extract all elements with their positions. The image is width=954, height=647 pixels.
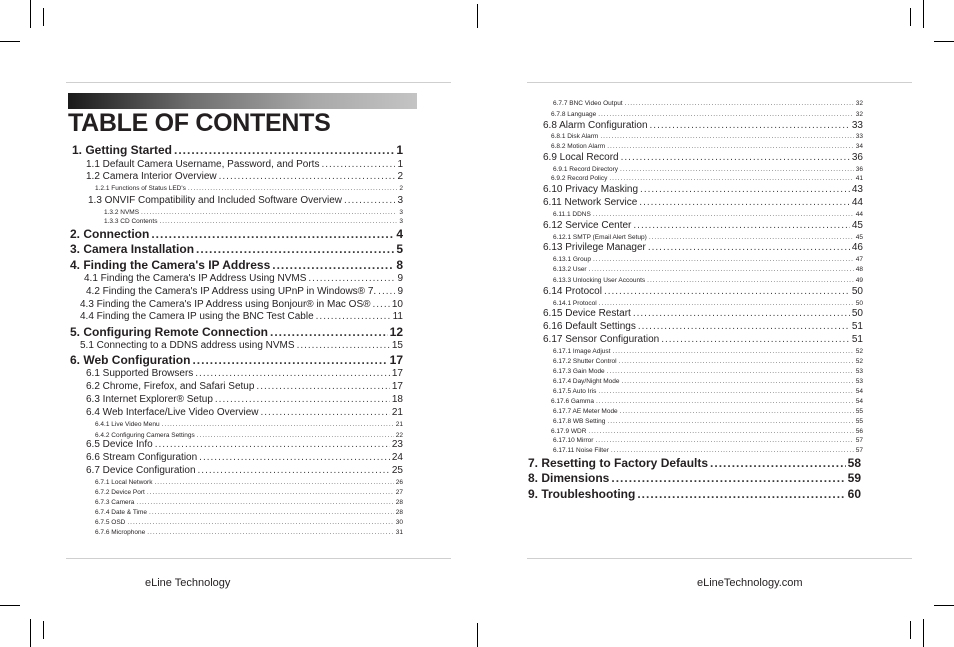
toc-entry[interactable] [551, 428, 863, 436]
toc-entry-title: 6.7.2 Device Port [95, 489, 145, 496]
toc-entry-page: 25 [391, 465, 403, 476]
toc-entry[interactable] [543, 308, 863, 320]
toc-entry-title: 6.4.1 Live Video Menu [95, 421, 160, 428]
toc-entry-page: 26 [395, 479, 403, 486]
dot-leader [272, 258, 394, 273]
page-footer: eLineTechnology.com [697, 577, 803, 589]
dot-leader [607, 418, 853, 426]
dot-leader [198, 465, 390, 477]
toc-entry[interactable] [528, 456, 861, 471]
toc-entry-title: 6.6 Stream Configuration [86, 452, 198, 463]
toc-entry-page: 33 [855, 133, 863, 140]
toc-entry-title: 6.17.5 Auto Iris [553, 388, 597, 395]
toc-entry[interactable] [553, 348, 863, 356]
toc-entry-page: 51 [851, 321, 863, 332]
toc-entry-page: 1 [397, 159, 403, 170]
toc-entry[interactable] [86, 286, 403, 298]
toc-entry-title: 3. Camera Installation [70, 242, 195, 256]
toc-entry-title: 6.13 Privilege Manager [543, 242, 646, 253]
toc-entry-title: 6.7.8 Language [551, 111, 597, 118]
toc-entry-page: 3 [397, 195, 403, 206]
toc-entry[interactable] [86, 368, 403, 380]
dot-leader [588, 428, 853, 436]
toc-entry-title: 6.7.1 Local Network [95, 479, 153, 486]
toc-entry-title: 1.3.3 CD Contents [104, 218, 158, 225]
toc-entry-page: 46 [851, 242, 863, 253]
toc-entry-page: 24 [391, 452, 403, 463]
toc-entry-title: 6.17.11 Noise Filter [553, 447, 609, 454]
toc-entry[interactable] [95, 519, 403, 527]
toc-entry[interactable] [553, 234, 863, 242]
dot-leader [633, 308, 850, 320]
toc-entry-page: 54 [855, 388, 863, 395]
header-rule [66, 82, 451, 83]
toc-entry-title: 6.7.7 BNC Video Output [553, 100, 623, 107]
dot-leader [308, 273, 395, 285]
dot-leader [609, 175, 853, 183]
header-rule [527, 82, 912, 83]
toc-entry[interactable] [553, 358, 863, 366]
toc-entry-page: 3 [399, 218, 403, 225]
toc-entry-page: 9 [397, 286, 403, 297]
toc-entry-page: 36 [851, 152, 863, 163]
toc-entry-title: 6.12 Service Center [543, 220, 632, 231]
toc-entry[interactable] [543, 242, 863, 254]
toc-entry-page: 22 [395, 432, 403, 439]
toc-entry[interactable] [86, 407, 403, 419]
toc-entry-title: 7. Resetting to Factory Defaults [528, 456, 709, 470]
toc-entry-page: 50 [851, 308, 863, 319]
dot-leader [611, 471, 845, 486]
dot-leader [637, 487, 845, 502]
toc-entry[interactable] [551, 143, 863, 151]
dot-leader [710, 456, 846, 471]
dot-leader [625, 100, 854, 108]
toc-entry-title: 6.7 Device Configuration [86, 465, 196, 476]
toc-entry-title: 6.14.1 Protocol [553, 300, 597, 307]
dot-leader [316, 311, 391, 323]
toc-entry-page: 54 [855, 398, 863, 405]
dot-leader [638, 321, 850, 333]
toc-entry-page: 51 [851, 334, 863, 345]
dot-leader [151, 227, 394, 242]
dot-leader [619, 358, 854, 366]
toc-entry-title: 6.17.3 Gain Mode [553, 368, 605, 375]
toc-entry-title: 6.13.1 Group [553, 256, 591, 263]
toc-entry[interactable] [528, 487, 861, 502]
toc-entry[interactable] [543, 184, 863, 196]
dot-leader [639, 197, 850, 209]
dot-leader [647, 277, 854, 285]
toc-entry[interactable] [553, 378, 863, 386]
toc-entry[interactable] [543, 120, 863, 132]
toc-entry-page: 27 [395, 489, 403, 496]
dot-leader [195, 368, 390, 380]
toc-entry-page: 3 [399, 209, 403, 216]
toc-entry-page: 50 [855, 300, 863, 307]
toc-entry-page: 52 [855, 348, 863, 355]
dot-leader [589, 266, 854, 274]
toc-entry-title: 6.3 Internet Explorer® Setup [86, 394, 213, 405]
toc-entry[interactable] [86, 394, 403, 406]
dot-leader [598, 111, 854, 119]
toc-entry-page: 48 [855, 266, 863, 273]
toc-entry[interactable] [543, 197, 863, 209]
toc-entry[interactable] [528, 471, 861, 486]
toc-entry-page: 34 [855, 143, 863, 150]
dot-leader [215, 394, 390, 406]
toc-entry-title: 1.2 Camera Interior Overview [86, 171, 217, 182]
dot-leader [593, 211, 854, 219]
dot-leader [196, 242, 394, 257]
toc-entry-page: 21 [395, 421, 403, 428]
toc-entry[interactable] [543, 334, 863, 346]
toc-entry[interactable] [553, 437, 863, 445]
toc-entry[interactable] [86, 452, 403, 464]
toc-entry[interactable] [553, 388, 863, 396]
toc-entry-title: 6.17.1 Image Adjust [553, 348, 611, 355]
toc-entry[interactable] [543, 321, 863, 333]
dot-leader [149, 509, 394, 517]
dot-leader [344, 195, 395, 207]
toc-entry[interactable] [553, 408, 863, 416]
dot-leader [155, 439, 390, 451]
dot-leader [162, 421, 394, 429]
dot-leader [219, 171, 396, 183]
toc-entry[interactable] [553, 368, 863, 376]
toc-entry[interactable] [553, 256, 863, 264]
toc-entry[interactable] [86, 381, 403, 393]
toc-entry[interactable] [80, 311, 403, 323]
toc-entry-page: 58 [847, 456, 861, 470]
toc-entry-page: 55 [855, 418, 863, 425]
toc-entry-title: 6.9.1 Record Directory [553, 166, 619, 173]
toc-entry-page: 21 [391, 407, 403, 418]
toc-entry-title: 6.12.1 SMTP (Email Alert Setup) [553, 234, 647, 241]
dot-leader [136, 499, 393, 507]
dot-leader [297, 340, 390, 352]
toc-entry[interactable] [88, 195, 403, 207]
toc-entry-title: 6.17.2 Shutter Control [553, 358, 617, 365]
dot-leader [174, 143, 394, 158]
toc-entry-title: 5. Configuring Remote Connection [70, 325, 268, 339]
toc-entry[interactable] [80, 299, 403, 311]
dot-leader [607, 143, 854, 151]
toc-entry-page: 45 [851, 220, 863, 231]
toc-entry-page: 52 [855, 358, 863, 365]
dot-leader [620, 166, 854, 174]
toc-entry-page: 5 [396, 242, 403, 256]
toc-entry-title: 6.17.10 Mirror [553, 437, 594, 444]
toc-entry[interactable] [70, 353, 403, 368]
toc-entry-title: 6.9 Local Record [543, 152, 619, 163]
toc-entry-page: 15 [391, 340, 403, 351]
toc-entry[interactable] [553, 277, 863, 285]
toc-entry-page: 10 [391, 299, 403, 310]
toc-entry-title: 6.1 Supported Browsers [86, 368, 194, 379]
dot-leader [147, 489, 394, 497]
toc-entry-title: 6.13.2 User [553, 266, 587, 273]
dot-leader [620, 408, 854, 416]
dot-leader [612, 348, 853, 356]
toc-entry-title: 6.7.6 Microphone [95, 529, 146, 536]
toc-entry[interactable] [553, 266, 863, 274]
toc-entry[interactable] [95, 489, 403, 497]
toc-entry-page: 31 [395, 529, 403, 536]
footer-rule [66, 558, 451, 559]
toc-entry-page: 18 [391, 394, 403, 405]
dot-leader [256, 381, 389, 393]
dot-leader [621, 378, 853, 386]
toc-entry[interactable] [553, 418, 863, 426]
toc-entry-title: 6.10 Privacy Masking [543, 184, 639, 195]
toc-entry-title: 1.3.2 NVMS [104, 209, 140, 216]
toc-entry-title: 6.5 Device Info [86, 439, 153, 450]
toc-entry-title: 6.16 Default Settings [543, 321, 636, 332]
toc-entry[interactable] [70, 258, 403, 273]
toc-entry-title: 5.1 Connecting to a DDNS address using NVMS [80, 340, 295, 351]
toc-entry-title: 6.17.6 Gamma [551, 398, 594, 405]
toc-entry-page: 59 [847, 471, 861, 485]
toc-entry-page: 57 [855, 447, 863, 454]
toc-entry-page: 57 [855, 437, 863, 444]
toc-entry-title: 6.15 Device Restart [543, 308, 631, 319]
dot-leader [270, 325, 388, 340]
dot-leader [650, 120, 850, 132]
toc-entry[interactable] [551, 398, 863, 406]
dot-leader [147, 529, 394, 537]
toc-entry-title: 4.4 Finding the Camera IP using the BNC Test Cable [80, 311, 314, 322]
right-page [477, 0, 954, 647]
toc-entry[interactable] [551, 133, 863, 141]
dot-leader [593, 256, 854, 264]
dot-leader [598, 388, 853, 396]
toc-entry[interactable] [553, 300, 863, 308]
dot-leader [154, 479, 393, 487]
toc-entry-page: 11 [392, 311, 403, 322]
toc-entry-title: 6.17.8 WB Setting [553, 418, 606, 425]
toc-entry-title: 4.3 Finding the Camera's IP Address using Bonjour® in Mac OS® [80, 299, 371, 310]
toc-entry-page: 28 [395, 509, 403, 516]
dot-leader [611, 447, 854, 455]
toc-entry[interactable] [95, 185, 403, 193]
dot-leader [159, 218, 397, 226]
dot-leader [141, 209, 397, 217]
dot-leader [640, 184, 850, 196]
toc-entry[interactable] [95, 529, 403, 537]
dot-leader [600, 133, 853, 141]
toc-entry-title: 9. Troubleshooting [528, 487, 636, 501]
toc-entry[interactable] [95, 479, 403, 487]
toc-entry-page: 44 [855, 211, 863, 218]
page-title: TABLE OF CONTENTS [68, 109, 331, 137]
toc-entry[interactable] [86, 465, 403, 477]
toc-entry-title: 1.1 Default Camera Username, Password, and Ports [86, 159, 320, 170]
toc-entry[interactable] [70, 325, 403, 340]
toc-entry-title: 6.7.3 Camera [95, 499, 135, 506]
toc-entry[interactable] [86, 439, 403, 451]
toc-entry-title: 2. Connection [70, 227, 150, 241]
dot-leader [599, 300, 854, 308]
toc-entry[interactable] [95, 421, 403, 429]
toc-entry-title: 6.8.1 Disk Alarm [551, 133, 599, 140]
dot-leader [596, 398, 854, 406]
toc-entry[interactable] [543, 286, 863, 298]
toc-entry-title: 6.8.2 Motion Alarm [551, 143, 606, 150]
toc-entry-title: 6.11.1 DDNS [553, 211, 591, 218]
dot-leader [607, 368, 854, 376]
toc-entry-page: 17 [389, 353, 403, 367]
toc-entry-title: 8. Dimensions [528, 471, 610, 485]
toc-entry-page: 33 [851, 120, 863, 131]
dot-leader [261, 407, 390, 419]
toc-entry-title: 6.7.4 Date & Time [95, 509, 148, 516]
toc-entry-page: 4 [396, 227, 403, 241]
dot-leader [595, 437, 853, 445]
toc-entry[interactable] [84, 273, 403, 285]
toc-entry-title: 6.9.2 Record Policy [551, 175, 608, 182]
dot-leader [661, 334, 850, 346]
toc-entry[interactable] [551, 175, 863, 183]
toc-entry-page: 2 [399, 185, 403, 192]
toc-entry-title: 4.2 Finding the Camera's IP Address using UPnP in Windows® 7. [86, 286, 377, 297]
toc-entry-page: 43 [851, 184, 863, 195]
page-footer: eLine Technology [145, 577, 231, 589]
toc-entry-page: 9 [397, 273, 403, 284]
toc-entry-page: 49 [855, 277, 863, 284]
toc-entry[interactable] [80, 340, 403, 352]
toc-entry-title: 6.8 Alarm Configuration [543, 120, 648, 131]
toc-entry-page: 17 [391, 381, 403, 392]
dot-leader [373, 299, 390, 311]
toc-entry-title: 6.17 Sensor Configuration [543, 334, 660, 345]
toc-entry-page: 55 [855, 408, 863, 415]
dot-leader [188, 185, 398, 193]
toc-entry[interactable] [104, 218, 403, 226]
toc-entry[interactable] [543, 220, 863, 232]
toc-entry[interactable] [70, 242, 403, 257]
toc-entry-page: 8 [396, 258, 403, 272]
toc-entry-title: 6.17.7 AE Meter Mode [553, 408, 618, 415]
toc-entry[interactable] [553, 447, 863, 455]
dot-leader [378, 286, 395, 298]
toc-entry-title: 6.13.3 Unlocking User Accounts [553, 277, 646, 284]
toc-entry-page: 1 [396, 143, 403, 157]
toc-entry-title: 6.2 Chrome, Firefox, and Safari Setup [86, 381, 255, 392]
toc-entry-page: 36 [855, 166, 863, 173]
heading-banner [68, 93, 417, 109]
toc-entry-page: 17 [391, 368, 403, 379]
toc-entry-page: 32 [855, 111, 863, 118]
dot-leader [648, 242, 850, 254]
toc-entry-page: 50 [851, 286, 863, 297]
toc-entry-page: 53 [855, 378, 863, 385]
toc-entry[interactable] [553, 211, 863, 219]
dot-leader [321, 159, 395, 171]
dot-leader [192, 353, 387, 368]
toc-entry[interactable] [551, 111, 863, 119]
toc-entry-title: 6.17.9 WDR [551, 428, 587, 435]
toc-entry-title: 4.1 Finding the Camera's IP Address Using NVMS [84, 273, 307, 284]
toc-entry-page: 44 [851, 197, 863, 208]
toc-entry-title: 6.14 Protocol [543, 286, 602, 297]
toc-entry-page: 23 [391, 439, 403, 450]
toc-entry-page: 47 [855, 256, 863, 263]
toc-entry-title: 6.4 Web Interface/Live Video Overview [86, 407, 259, 418]
toc-entry[interactable] [72, 143, 403, 158]
toc-entry-page: 30 [395, 519, 403, 526]
toc-entry[interactable] [86, 159, 403, 171]
toc-entry-page: 41 [855, 175, 863, 182]
footer-rule [527, 558, 912, 559]
toc-entry-title: 6. Web Configuration [70, 353, 191, 367]
toc-entry[interactable] [553, 100, 863, 108]
dot-leader [621, 152, 850, 164]
toc-entry-title: 1. Getting Started [72, 143, 173, 157]
toc-entry[interactable] [86, 171, 403, 183]
toc-entry-title: 6.7.5 OSD [95, 519, 126, 526]
toc-entry-page: 53 [855, 368, 863, 375]
toc-entry[interactable] [70, 227, 403, 242]
toc-entry-title: 1.3 ONVIF Compatibility and Included Software Overview [88, 195, 342, 206]
toc-entry-title: 6.11 Network Service [543, 197, 638, 208]
dot-leader [649, 234, 854, 242]
toc-entry-title: 4. Finding the Camera's IP Address [70, 258, 271, 272]
toc-entry-page: 56 [855, 428, 863, 435]
toc-entry-page: 45 [855, 234, 863, 241]
dot-leader [604, 286, 850, 298]
toc-entry[interactable] [553, 166, 863, 174]
dot-leader [199, 452, 390, 464]
toc-entry-page: 28 [395, 499, 403, 506]
dot-leader [127, 519, 393, 527]
toc-entry[interactable] [95, 499, 403, 507]
dot-leader [633, 220, 849, 232]
toc-entry-page: 2 [397, 171, 403, 182]
toc-entry-title: 6.4.2 Configuring Camera Settings [95, 432, 195, 439]
toc-entry[interactable] [104, 209, 403, 217]
toc-entry-page: 12 [389, 325, 403, 339]
toc-entry[interactable] [95, 509, 403, 517]
toc-entry-page: 60 [847, 487, 861, 501]
toc-entry[interactable] [543, 152, 863, 164]
toc-entry-title: 6.17.4 Day/Night Mode [553, 378, 620, 385]
toc-entry-title: 1.2.1 Functions of Status LED's [95, 185, 186, 192]
toc-entry-page: 32 [855, 100, 863, 107]
